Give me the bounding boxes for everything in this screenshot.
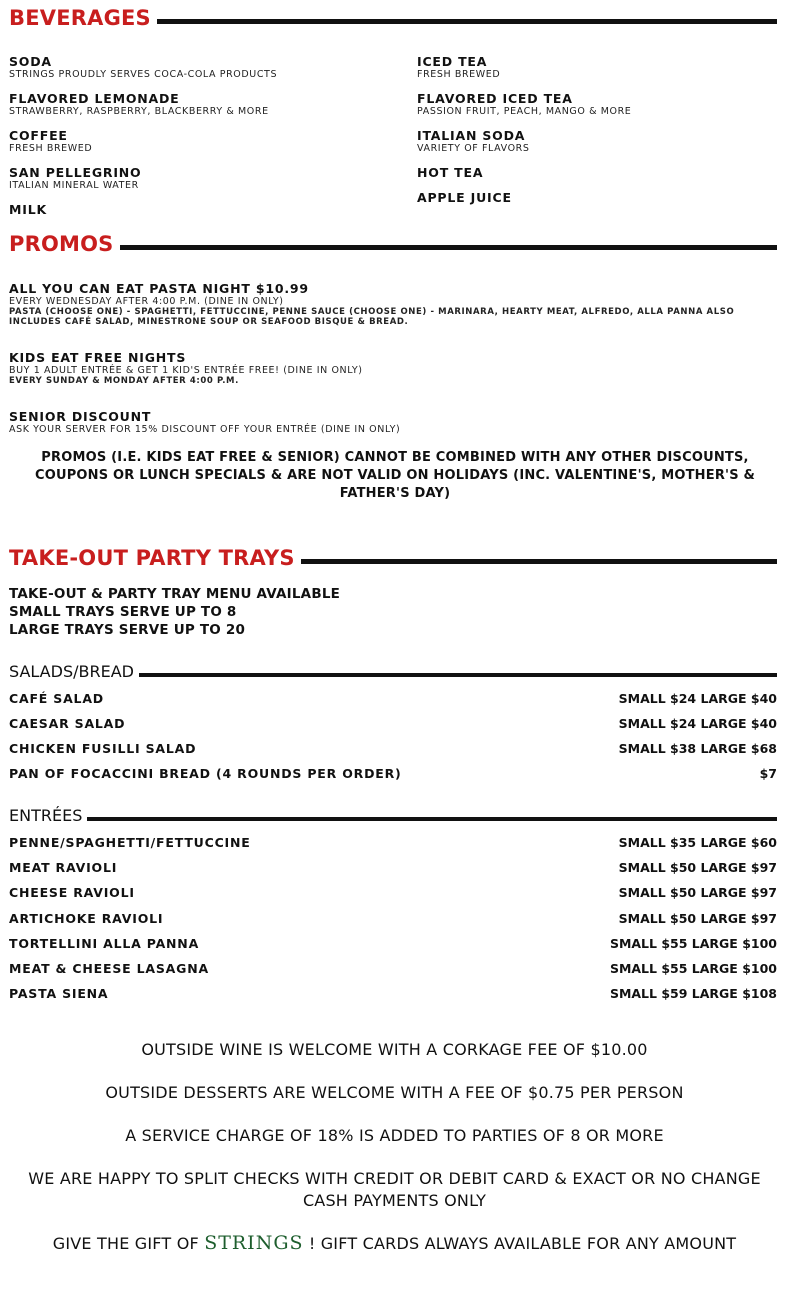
beverage-name: COFFEE (9, 128, 68, 143)
beverage-item (417, 128, 530, 154)
promo-item (9, 281, 774, 327)
tray-info-line: SMALL TRAYS SERVE UP TO 8 (9, 604, 237, 620)
promo-detail: EVERY SUNDAY & MONDAY AFTER 4:00 P.M. (9, 376, 239, 386)
section-rule (157, 19, 777, 24)
beverage-name: FLAVORED LEMONADE (9, 91, 180, 106)
beverage-item (9, 54, 277, 80)
gift-suffix: ! GIFT CARDS ALWAYS AVAILABLE FOR ANY AMOUNT (308, 1234, 737, 1253)
tray-item-name: TORTELLINI ALLA PANNA (9, 936, 200, 951)
promos-header (9, 232, 777, 256)
beverage-item (9, 128, 92, 154)
promo-item (9, 409, 774, 435)
tray-row (9, 961, 777, 976)
tray-item-name: PENNE/SPAGHETTI/FETTUCCINE (9, 835, 251, 850)
tray-item-price: SMALL $55 LARGE $100 (609, 961, 777, 976)
beverages-title: BEVERAGES (9, 6, 151, 30)
promos-disclaimer: PROMOS (I.E. KIDS EAT FREE & SENIOR) CANNOT BE COMBINED WITH ANY OTHER DISCOUNTS, COUPONS OR LUNCH SPECIALS & ARE NOT VALID ON HOLIDAYS (INC. VALENTINE'S, MOTHER'S & FATHER'S DAY) (34, 450, 756, 501)
dessert-note: OUTSIDE DESSERTS ARE WELCOME WITH A FEE OF $0.75 PER PERSON (105, 1083, 684, 1102)
tray-info-line: LARGE TRAYS SERVE UP TO 20 (9, 622, 246, 638)
section-rule (120, 245, 778, 250)
tray-item-name: CAFÉ SALAD (9, 691, 104, 706)
promos-title: PROMOS (9, 232, 114, 256)
tray-item-price: SMALL $38 LARGE $68 (618, 741, 777, 756)
tray-row (9, 885, 777, 900)
beverage-item (9, 165, 141, 191)
beverage-desc: ITALIAN MINERAL WATER (9, 180, 139, 191)
tray-item-name: CAESAR SALAD (9, 716, 126, 731)
beverage-item (417, 54, 500, 80)
strings-brand: STRINGS (204, 1232, 304, 1254)
beverage-desc: FRESH BREWED (417, 69, 501, 80)
tray-item-price: $7 (759, 766, 777, 781)
salads-header (9, 662, 777, 681)
beverage-desc: FRESH BREWED (9, 143, 93, 154)
beverage-desc: VARIETY OF FLAVORS (417, 143, 530, 154)
beverage-name: SAN PELLEGRINO (9, 165, 142, 180)
promo-item (9, 350, 774, 387)
beverage-name: ITALIAN SODA (417, 128, 526, 143)
tray-item-name: PASTA SIENA (9, 986, 109, 1001)
tray-info-line: TAKE-OUT & PARTY TRAY MENU AVAILABLE (9, 586, 341, 602)
beverage-item (417, 165, 483, 180)
promo-name: SENIOR DISCOUNT (9, 409, 152, 424)
tray-row (9, 716, 777, 731)
tray-item-price: SMALL $50 LARGE $97 (618, 860, 777, 875)
tray-row (9, 691, 777, 706)
entrees-header (9, 806, 777, 825)
tray-row (9, 741, 777, 756)
tray-row (9, 936, 777, 951)
tray-row (9, 766, 777, 781)
corkage-note: OUTSIDE WINE IS WELCOME WITH A CORKAGE FEE OF $10.00 (141, 1040, 648, 1059)
subsection-rule (139, 673, 777, 677)
tray-item-price: SMALL $55 LARGE $100 (609, 936, 777, 951)
tray-item-price: SMALL $35 LARGE $60 (618, 835, 777, 850)
tray-item-price: SMALL $24 LARGE $40 (618, 716, 777, 731)
beverage-item (417, 91, 631, 117)
beverage-desc: PASSION FRUIT, PEACH, MANGO & MORE (417, 106, 632, 117)
tray-row (9, 860, 777, 875)
trays-header (9, 546, 777, 570)
promo-desc: EVERY WEDNESDAY AFTER 4:00 P.M. (DINE IN ONLY) (9, 296, 284, 307)
tray-item-name: MEAT & CHEESE LASAGNA (9, 961, 209, 976)
promo-name: ALL YOU CAN EAT PASTA NIGHT $10.99 (9, 281, 309, 296)
gift-prefix: GIVE THE GIFT OF (52, 1234, 199, 1253)
beverage-name: SODA (9, 54, 52, 69)
beverage-item (9, 91, 269, 117)
tray-row (9, 911, 777, 926)
tray-row (9, 986, 777, 1001)
tray-item-name: ARTICHOKE RAVIOLI (9, 911, 164, 926)
trays-title: TAKE-OUT PARTY TRAYS (9, 546, 295, 570)
tray-item-price: SMALL $59 LARGE $108 (609, 986, 777, 1001)
service-charge-note: A SERVICE CHARGE OF 18% IS ADDED TO PARTIES OF 8 OR MORE (125, 1126, 664, 1145)
beverage-desc: STRINGS PROUDLY SERVES COCA-COLA PRODUCTS (9, 69, 278, 80)
beverages-header (9, 6, 777, 30)
beverage-desc: STRAWBERRY, RASPBERRY, BLACKBERRY & MORE (9, 106, 269, 117)
beverage-name: MILK (9, 202, 47, 217)
tray-item-price: SMALL $24 LARGE $40 (618, 691, 777, 706)
tray-item-name: PAN OF FOCACCINI BREAD (4 ROUNDS PER ORDER) (9, 766, 402, 781)
beverage-name: HOT TEA (417, 165, 484, 180)
tray-item-price: SMALL $50 LARGE $97 (618, 911, 777, 926)
tray-item-price: SMALL $50 LARGE $97 (618, 885, 777, 900)
promo-desc: ASK YOUR SERVER FOR 15% DISCOUNT OFF YOUR ENTRÉE (DINE IN ONLY) (9, 424, 401, 435)
promo-detail: PASTA (CHOOSE ONE) - SPAGHETTI, FETTUCCINE, PENNE SAUCE (CHOOSE ONE) - MARINARA, HEARTY MEAT, ALFREDO, ALLA PANNA ALSO INCLUDES CAFÉ SALAD, MINESTRONE SOUP OR SEAFOOD BISQUE & BREAD. (9, 307, 735, 327)
beverage-name: APPLE JUICE (417, 190, 512, 205)
gift-card-note (20, 1232, 769, 1255)
promo-name: KIDS EAT FREE NIGHTS (9, 350, 187, 365)
beverage-name: FLAVORED ICED TEA (417, 91, 573, 106)
section-rule (301, 559, 777, 564)
tray-row (9, 835, 777, 850)
entrees-title: ENTRÉES (9, 806, 83, 825)
split-checks-note: WE ARE HAPPY TO SPLIT CHECKS WITH CREDIT OR DEBIT CARD & EXACT OR NO CHANGE CASH PAYMENTS ONLY (28, 1169, 761, 1210)
beverage-item (417, 190, 512, 205)
subsection-rule (87, 817, 777, 821)
tray-item-name: MEAT RAVIOLI (9, 860, 118, 875)
beverage-item (9, 202, 47, 217)
tray-item-name: CHICKEN FUSILLI SALAD (9, 741, 197, 756)
salads-title: SALADS/BREAD (9, 662, 134, 681)
tray-item-name: CHEESE RAVIOLI (9, 885, 135, 900)
beverage-name: ICED TEA (417, 54, 488, 69)
promo-desc: BUY 1 ADULT ENTRÉE & GET 1 KID'S ENTRÉE FREE! (DINE IN ONLY) (9, 365, 363, 376)
